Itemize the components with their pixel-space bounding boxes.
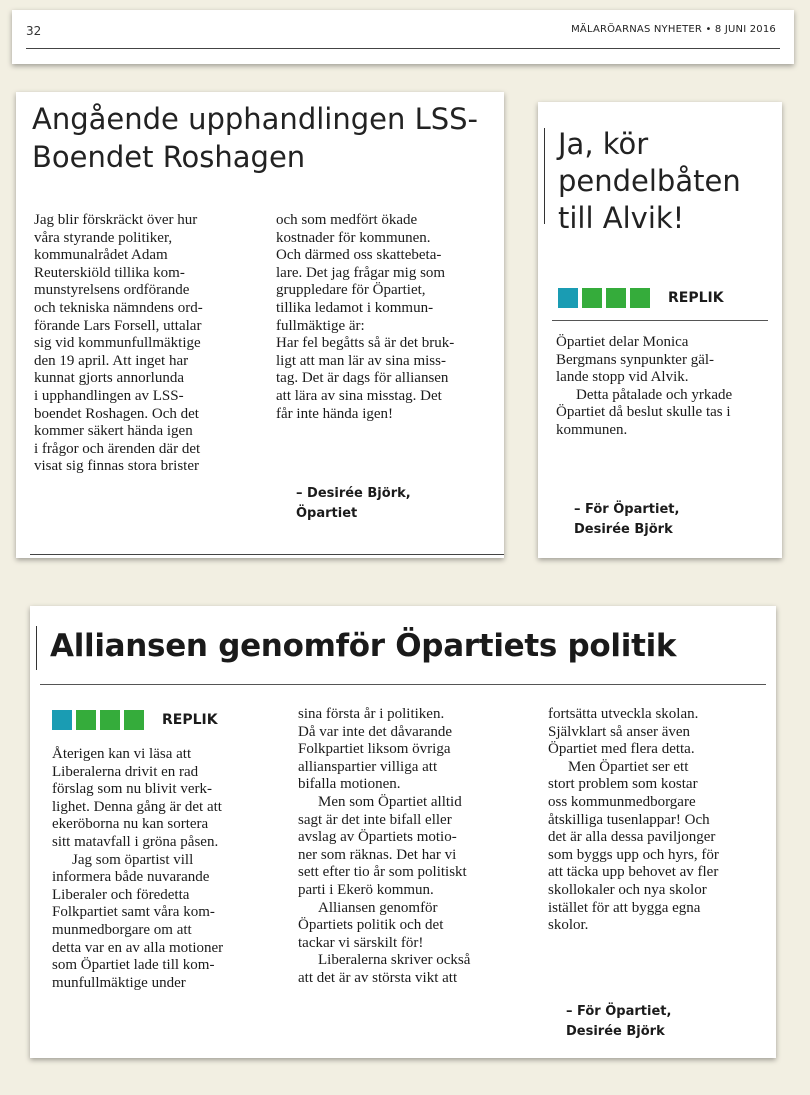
page-header bbox=[12, 10, 794, 64]
text-line: ner som räknas. Det har vi bbox=[298, 846, 457, 863]
newspaper-info: MÄLARÖARNAS NYHETER • 8 JUNI 2016 bbox=[571, 24, 776, 35]
signature-line: Öpartiet bbox=[296, 506, 358, 521]
text-line: Liberaler och föredetta bbox=[52, 886, 190, 903]
text-line: kommer säkert hända igen bbox=[34, 423, 193, 440]
square-icon bbox=[76, 710, 96, 730]
article-signature bbox=[574, 500, 679, 540]
text-line: det är alla dessa paviljonger bbox=[548, 829, 716, 846]
text-line: detta var en av alla motioner bbox=[52, 939, 224, 956]
text-line: Detta påtalade och yrkade bbox=[576, 386, 733, 403]
signature-line: – För Öpartiet, bbox=[574, 502, 680, 517]
article-pendelbaten bbox=[538, 102, 782, 558]
text-line: åtskilliga tusenlappar! Och bbox=[548, 811, 710, 828]
text-line: Och därmed oss skattebeta- bbox=[276, 247, 442, 264]
text-line: Men som Öpartiet alltid bbox=[318, 793, 462, 810]
article-column-1 bbox=[52, 746, 287, 992]
text-line: avslag av Öpartiets motio- bbox=[298, 829, 457, 846]
text-line: förande Lars Forsell, uttalar bbox=[34, 317, 202, 334]
text-line: Men Öpartiet ser ett bbox=[568, 758, 689, 775]
text-line: tackar vi särskilt för! bbox=[298, 934, 424, 951]
text-line: stort problem som kostar bbox=[548, 776, 698, 793]
article-signature bbox=[296, 484, 411, 524]
article-column-2 bbox=[276, 212, 501, 423]
text-line: fortsätta utveckla skolan. bbox=[548, 706, 699, 722]
signature-line: – För Öpartiet, bbox=[566, 1004, 672, 1019]
signature-line: Desirée Björk bbox=[574, 522, 673, 537]
text-line: ligt att man lär av sina miss- bbox=[276, 352, 446, 369]
square-icon bbox=[558, 288, 578, 308]
header-divider bbox=[26, 48, 780, 49]
text-line: och som medfört ökade bbox=[276, 212, 418, 228]
square-icon bbox=[582, 288, 602, 308]
replik-tag bbox=[52, 710, 218, 730]
text-line: Har fel begåtts så är det bruk- bbox=[276, 335, 455, 352]
article-title: Angående upphandlingen LSS-Boendet Roshagen bbox=[32, 102, 479, 174]
article-title: Ja, kör pendelbåten till Alvik! bbox=[558, 127, 741, 235]
text-line: som Öpartiet lade till kom- bbox=[52, 957, 215, 974]
text-line: den 19 april. Att inget har bbox=[34, 352, 189, 369]
square-icon bbox=[630, 288, 650, 308]
square-icon bbox=[124, 710, 144, 730]
article-alliansen bbox=[30, 606, 776, 1058]
replik-label: REPLIK bbox=[668, 290, 724, 306]
article-upphandlingen bbox=[16, 92, 504, 558]
signature-line: Desirée Björk bbox=[566, 1024, 665, 1039]
article-divider bbox=[30, 554, 504, 555]
title-rule bbox=[544, 128, 545, 224]
square-icon bbox=[52, 710, 72, 730]
text-line: Jag blir förskräckt över hur bbox=[34, 212, 198, 228]
title-rule bbox=[36, 626, 37, 670]
text-line: Bergmans synpunkter gäl- bbox=[556, 351, 715, 368]
text-line: att täcka upp behovet av fler bbox=[548, 864, 719, 881]
text-line: förslag som nu blivit verk- bbox=[52, 781, 212, 798]
article-signature bbox=[566, 1002, 671, 1042]
text-line: bifalla motionen. bbox=[298, 776, 401, 793]
text-line: Folkpartiet samt våra kom- bbox=[52, 904, 215, 921]
text-line: Reuterskiöld tillika kom- bbox=[34, 264, 185, 281]
text-line: våra styrande politiker, bbox=[34, 229, 173, 246]
text-line: Återigen kan vi läsa att bbox=[52, 746, 192, 762]
text-line: sett efter tio år som politiskt bbox=[298, 864, 467, 881]
text-line: kunnat gjorts annorlunda bbox=[34, 370, 184, 387]
text-line: kommunen. bbox=[556, 421, 628, 438]
text-line: Folkpartiet liksom övriga bbox=[298, 741, 451, 758]
text-line: Alliansen genomför bbox=[318, 899, 438, 916]
text-line: sig vid kommunfullmäktige bbox=[34, 335, 201, 352]
title-divider bbox=[40, 684, 766, 685]
text-line: allianspartier villiga att bbox=[298, 758, 438, 775]
square-icon bbox=[100, 710, 120, 730]
text-line: och tekniska nämndens ord- bbox=[34, 299, 203, 316]
text-line: sagt är det inte bifall eller bbox=[298, 811, 452, 828]
article-column-3 bbox=[548, 706, 778, 935]
text-line: Liberalerna drivit en rad bbox=[52, 763, 199, 780]
text-line: boendet Roshagen. Och det bbox=[34, 405, 199, 422]
text-line: får inte hända igen! bbox=[276, 405, 394, 422]
text-line: som byggs upp och hyrs, för bbox=[548, 846, 719, 863]
text-line: ekeröborna nu kan sortera bbox=[52, 816, 209, 833]
square-icon bbox=[606, 288, 626, 308]
replik-divider bbox=[552, 320, 768, 321]
signature-line: – Desirée Björk, bbox=[296, 486, 411, 501]
text-line: Öpartiet delar Monica bbox=[556, 334, 689, 350]
text-line: lighet. Denna gång är det att bbox=[52, 798, 222, 815]
article-body bbox=[556, 334, 776, 440]
text-line: sitt matavfall i gröna påsen. bbox=[52, 833, 219, 850]
text-line: Öpartiets politik och det bbox=[298, 917, 444, 934]
text-line: fullmäktige är: bbox=[276, 317, 365, 334]
text-line: kostnader för kommunen. bbox=[276, 229, 431, 246]
text-line: oss kommunmedborgare bbox=[548, 793, 696, 810]
text-line: Öpartiet då beslut skulle tas i bbox=[556, 404, 731, 421]
text-line: skollokaler och nya skolor bbox=[548, 881, 707, 898]
text-line: kommunalrådet Adam bbox=[34, 247, 168, 264]
page-number: 32 bbox=[26, 24, 42, 38]
text-line: Öpartiet med flera detta. bbox=[548, 741, 695, 758]
text-line: i frågor och ärenden där det bbox=[34, 440, 201, 457]
text-line: skolor. bbox=[548, 917, 589, 934]
text-line: parti i Ekerö kommun. bbox=[298, 881, 434, 898]
text-line: sina första år i politiken. bbox=[298, 706, 445, 722]
text-line: tillika ledamot i kommun- bbox=[276, 299, 434, 316]
text-line: Liberalerna skriver också bbox=[318, 952, 471, 969]
article-title: Alliansen genomför Öpartiets politik bbox=[50, 628, 677, 664]
text-line: munmedborgare om att bbox=[52, 921, 192, 938]
article-column-2 bbox=[298, 706, 530, 988]
article-column-1 bbox=[34, 212, 266, 476]
text-line: Jag som öpartist vill bbox=[72, 851, 194, 868]
text-line: Självklart så anser även bbox=[548, 723, 691, 740]
text-line: gruppledare för Öpartiet, bbox=[276, 282, 426, 299]
text-line: i upphandlingen av LSS- bbox=[34, 387, 184, 404]
text-line: lande stopp vid Alvik. bbox=[556, 369, 689, 386]
text-line: istället för att bygga egna bbox=[548, 899, 701, 916]
text-line: informera både nuvarande bbox=[52, 869, 210, 886]
text-line: att det är av största vikt att bbox=[298, 969, 458, 986]
text-line: lare. Det jag frågar mig som bbox=[276, 264, 446, 281]
replik-tag bbox=[558, 288, 724, 308]
text-line: att lära av sina misstag. Det bbox=[276, 387, 442, 404]
text-line: tag. Det är dags för alliansen bbox=[276, 370, 449, 387]
text-line: munfullmäktige under bbox=[52, 974, 186, 991]
text-line: munstyrelsens ordförande bbox=[34, 282, 190, 299]
text-line: visat sig finnas stora brister bbox=[34, 458, 199, 475]
text-line: Då var inte det dåvarande bbox=[298, 723, 453, 740]
replik-label: REPLIK bbox=[162, 712, 218, 728]
